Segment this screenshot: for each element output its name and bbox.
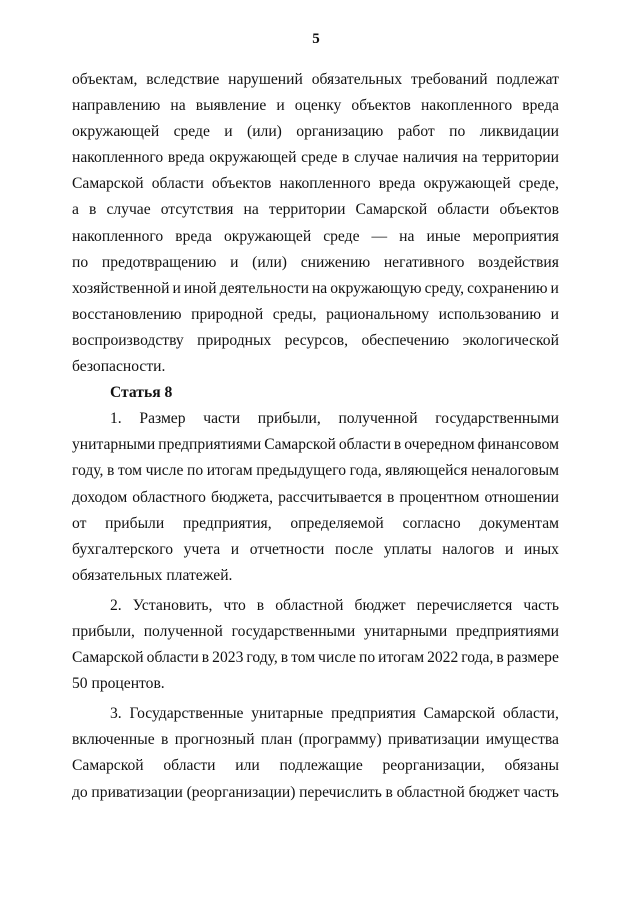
document-body [72,67,559,806]
text-line: унитарными предприятиями Самарской области в очередном финансовом [72,436,559,454]
text-line: бухгалтерского учета и отчетности после уплаты налогов и иных [72,540,559,558]
page-number: 5 [312,31,320,47]
text-line: хозяйственной и иной деятельности на окружающую среду, сохранению и [72,279,559,297]
article-item-2 [72,593,559,697]
text-line: направлению на выявление и оценку объектов накопленного вреда [72,97,559,115]
text-line: воспроизводству природных ресурсов, обеспечению экологической [72,331,559,349]
text-line: по предотвращению и (или) снижению негативного воздействия [72,253,559,271]
paragraph-continuation [72,67,559,380]
text-line: 3. Государственные унитарные предприятия Самарской области, [110,705,559,723]
text-line: Самарской области объектов накопленного вреда окружающей среде, [72,175,559,193]
article-item-1 [72,406,559,589]
text-line: включенные в прогнозный план (программу) приватизации имущества [72,731,559,749]
text-line: а в случае отсутствия на территории Самарской области объектов [72,201,559,219]
text-line: восстановлению природной среды, рациональному использованию и [72,305,559,323]
text-line: безопасности. [72,358,166,376]
text-line: прибыли, полученной государственными унитарными предприятиями [72,622,559,640]
article-item-3 [72,701,559,805]
text-line: году, в том числе по итогам предыдущего года, являющейся неналоговым [72,462,559,480]
text-line: доходом областного бюджета, рассчитывается в процентном отношении [72,488,559,506]
article-heading: Статья 8 [110,384,173,402]
text-line: объектам, вследствие нарушений обязательных требований подлежат [72,71,559,88]
text-line: Самарской области или подлежащие реорганизации, обязаны [72,757,559,775]
text-line: 2. Установить, что в областной бюджет перечисляется часть [110,596,559,614]
text-line: 1. Размер части прибыли, полученной государственными [110,410,559,428]
text-line: 50 процентов. [72,675,165,693]
text-line: окружающей среде и (или) организацию работ по ликвидации [72,123,559,141]
text-line: обязательных платежей. [72,566,233,584]
text-line: до приватизации (реорганизации) перечислить в областной бюджет часть [72,783,559,801]
text-line: Самарской области в 2023 году, в том числе по итогам 2022 года, в размере [72,649,559,667]
text-line: от прибыли предприятия, определяемой согласно документам [72,514,559,532]
text-line: накопленного вреда окружающей среде — на иные мероприятия [72,227,559,245]
text-line: накопленного вреда окружающей среде в случае наличия на территории [72,149,559,167]
